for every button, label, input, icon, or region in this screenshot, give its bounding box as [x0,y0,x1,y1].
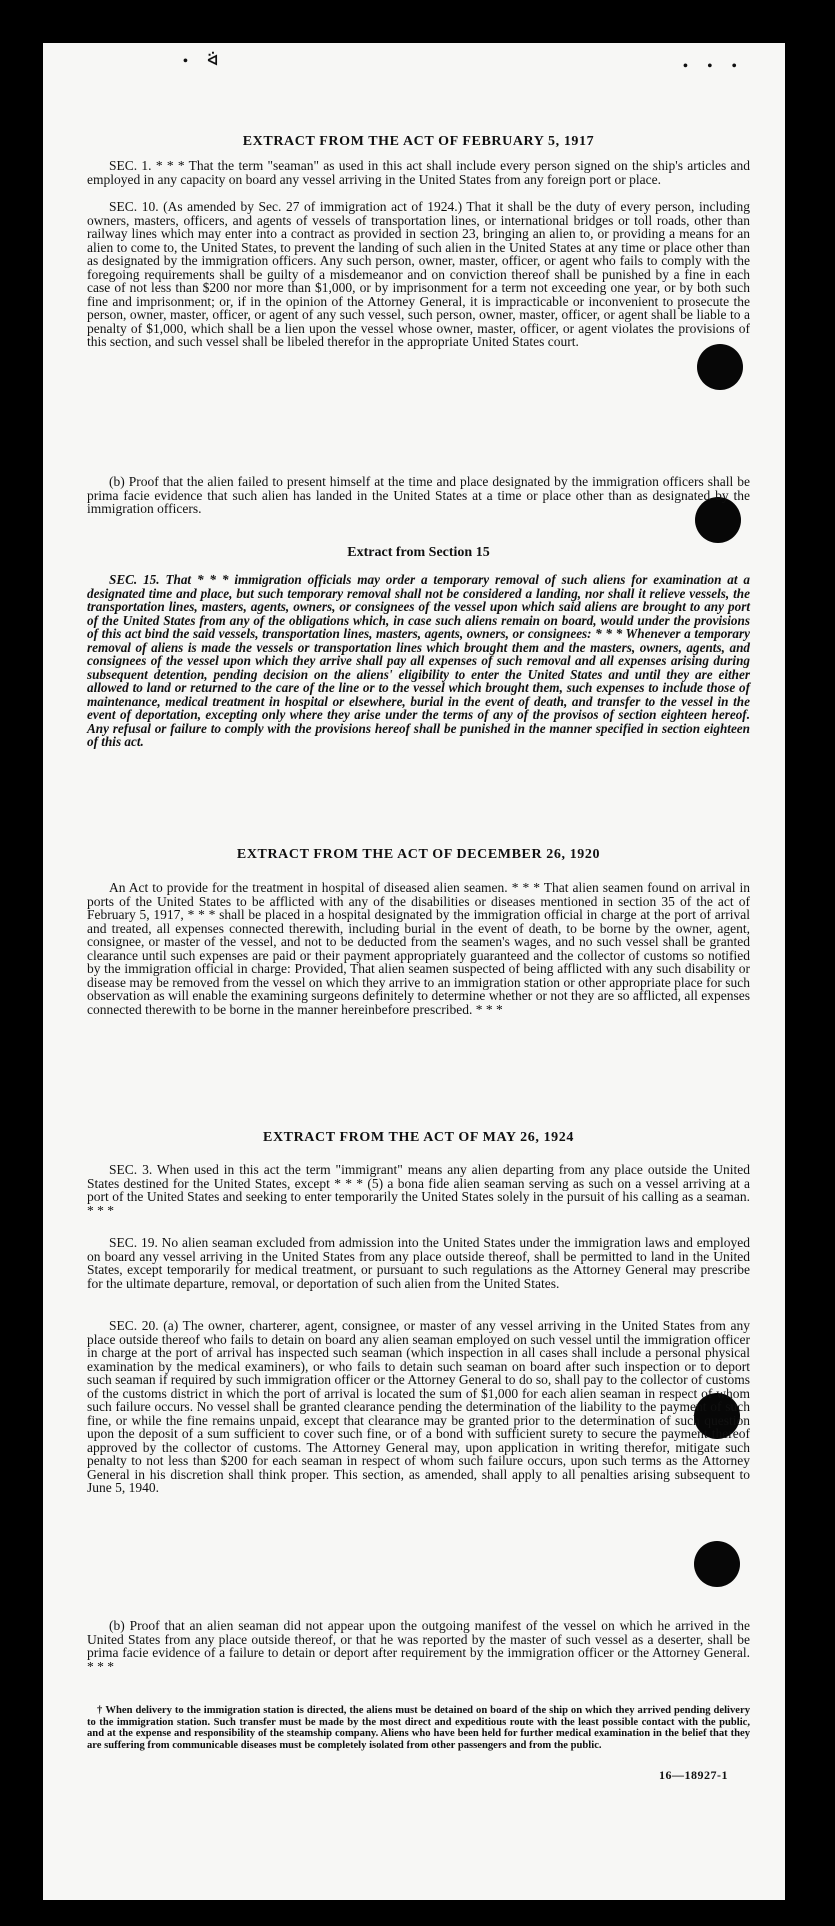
header-marks-right: • • • [683,59,745,74]
section-19-text: SEC. 19. No alien seaman excluded from admission into the United States under the immigration laws and employed on board any vessel arriving in the United States from any place outside thereof, shall be permitted to land in the United States, except temporarily for medical treatment, or pursuant to such regulations as the Attorney General may prescribe for the ultimate departure, removal, or deportation of such alien from the United States. [87,1235,750,1291]
act-1920-text: An Act to provide for the treatment in hospital of diseased alien seamen. * * * That alien seamen found on arrival in ports of the United States to be afflicted with any of the disabilities or diseases mentioned in section 35 of the act of February 5, 1917, * * * shall be placed in a hospital designated by the immigration official in charge at the port of arrival and treated, all expenses connected therewith, including burial in the event of death, to be borne by the owner, agent, consignee, or master of the vessel, and not to be deducted from the seamen's wages, and no such vessel shall be granted clearance until such expenses are paid or their payment appropriately guaranteed and the collector of customs so notified by the immigration official in charge: Provided, That alien seamen suspected of being afflicted with any such disability or disease may be removed from the vessel on which they arrive to an immigration station or other appropriate place for such observation as will enable the examining surgeons definitely to determine whether or not they are so afflicted, all expenses connected therewith to be borne in the manner hereinbefore prescribed. * * * [87,880,750,1017]
punch-hole [697,344,743,390]
header-marks-left: • ᐛ [183,54,227,69]
section-1-text: SEC. 1. * * * That the term "seaman" as used in this act shall include every person signed on the ship's articles and employed in any capacity on board any vessel arriving in the United States from any foreign port or place. [87,158,750,187]
section-10-text: SEC. 10. (As amended by Sec. 27 of immigration act of 1924.) That it shall be the duty of every person, including owners, masters, officers, and agents of vessels of transportation lines, or international bridges or toll roads, other than railway lines which may enter into a contract as provided in section 23, bringing an alien to, or providing a means for an alien to come to, the United States, to prevent the landing of such alien in the United States at any time or place other than as designated by the immigration officers. Any such person, owner, master, officer, or agent who fails to comply with the foregoing requirements shall be guilty of a misdemeanor and on conviction thereof shall be punished by a fine in each case of not less than $200 nor more than $1,000, or by imprisonment for a term not exceeding one year, or by both such fine and imprisonment; or, if in the opinion of the Attorney General, it is impracticable or inconvenient to prosecute the person, owner, master, officer, or agent of any such vessel, such person, owner, master, officer, or agent shall be liable to a penalty of $1,000, which shall be a lien upon the vessel whose owner, master, officer, or agent violates the provisions of this section, and such vessel shall be libeled therefor in the appropriate United States court. [87,199,750,349]
heading-act-1917: EXTRACT FROM THE ACT OF FEBRUARY 5, 1917 [242,134,595,149]
heading-section-15: Extract from Section 15 [347,545,490,560]
heading-act-1920: EXTRACT FROM THE ACT OF DECEMBER 26, 1920 [236,847,601,862]
section-15-text: SEC. 15. That * * * immigration officials may order a temporary removal of such aliens for examination at a designated time and place, but such temporary removal shall not be considered a landing, nor shall it relieve vessels, the transportation lines, masters, agents, owners, or consignees of the vessel upon which said aliens are brought to any port of the United States from any of the obligations which, in case such aliens remain on board, would under the provisions of this act bind the said vessels, transportation lines, masters, agents, owners, or consignees: * * * Whenever a temporary removal of aliens is made the vessels or transportation lines which brought them and the masters, owners, agents, and consignees of the vessel upon which they arrive shall pay all expenses of such removal and all expenses arising during subsequent detention, pending decision on the aliens' eligibility to enter the United States and until they are either allowed to land or returned to the care of the line or to the vessel which brought them, such expenses to include those of maintenance, medical treatment in hospital or elsewhere, burial in the event of death, and transfer to the vessel in the event of deportation, excepting only where they arise under the terms of any of the provisos of section eighteen hereof. Any refusal or failure to comply with the provisions hereof shall be punished in the manner specified in section eighteen of this act. [87,572,750,749]
section-20a-text: SEC. 20. (a) The owner, charterer, agent, consignee, or master of any vessel arriving in the United States from any place outside thereof who fails to detain on board any alien seaman employed on such vessel until the immigration officer in charge at the port of arrival has inspected such seaman (which inspection in all cases shall include a personal physical examination by the medical examiners), or who fails to detain such seaman on board after such inspection or to deport such seaman if required by such immigration officer or the Attorney General to do so, shall pay to the collector of customs of the customs district in which the port of arrival is located the sum of $1,000 for each alien seaman in respect of whom such failure occurs. No vessel shall be granted clearance pending the determination of the liability to the payment of such fine, or while the fine remains unpaid, except that clearance may be granted prior to the determination of such question upon the deposit of a sum sufficient to cover such fine, or of a bond with sufficient surety to secure the payment thereof approved by the collector of customs. The Attorney General may, upon application in writing therefor, mitigate such penalty to not less than $200 for each seaman in respect of whom such failure occurs, upon such terms as the Attorney General in his discretion shall think proper. This section, as amended, shall apply to all penalties arising subsequent to June 5, 1940. [87,1318,750,1495]
footnote: † When delivery to the immigration station is directed, the aliens must be detained on board of the ship on which they arrived pending delivery to the immigration station. Such transfer must be made by the most direct and expeditious route with the least possible contact with the public, and at the expense and responsibility of the steamship company. Aliens who have been held for further medical examination in the belief that they are suffering from communicable diseases must be completely isolated from other passengers and from the public. [87,1705,750,1751]
heading-act-1924: EXTRACT FROM THE ACT OF MAY 26, 1924 [263,1130,574,1145]
section-3-text: SEC. 3. When used in this act the term "immigrant" means any alien departing from any place outside the United States destined for the United States, except * * * (5) a bona fide alien seaman serving as such on a vessel arriving at a port of the United States and seeking to enter temporarily the United States solely in the pursuit of his calling as a seaman. * * * [87,1162,750,1218]
section-10b-text: (b) Proof that the alien failed to present himself at the time and place designated by the immigration officers shall be prima facie evidence that such alien has landed in the United States at a time or place other than as designated by the immigration officers. [87,474,750,516]
section-20b-text: (b) Proof that an alien seaman did not appear upon the outgoing manifest of the vessel on which he arrived in the United States from any place outside thereof, or that he was reported by the master of such vessel as a deserter, shall be prima facie evidence of a failure to detain or deport after requirement by the immigration officer or the Attorney General. * * * [87,1618,750,1674]
punch-hole [694,1541,740,1587]
document-sheet [43,43,785,1900]
form-code: 16—18927-1 [659,1768,728,1782]
